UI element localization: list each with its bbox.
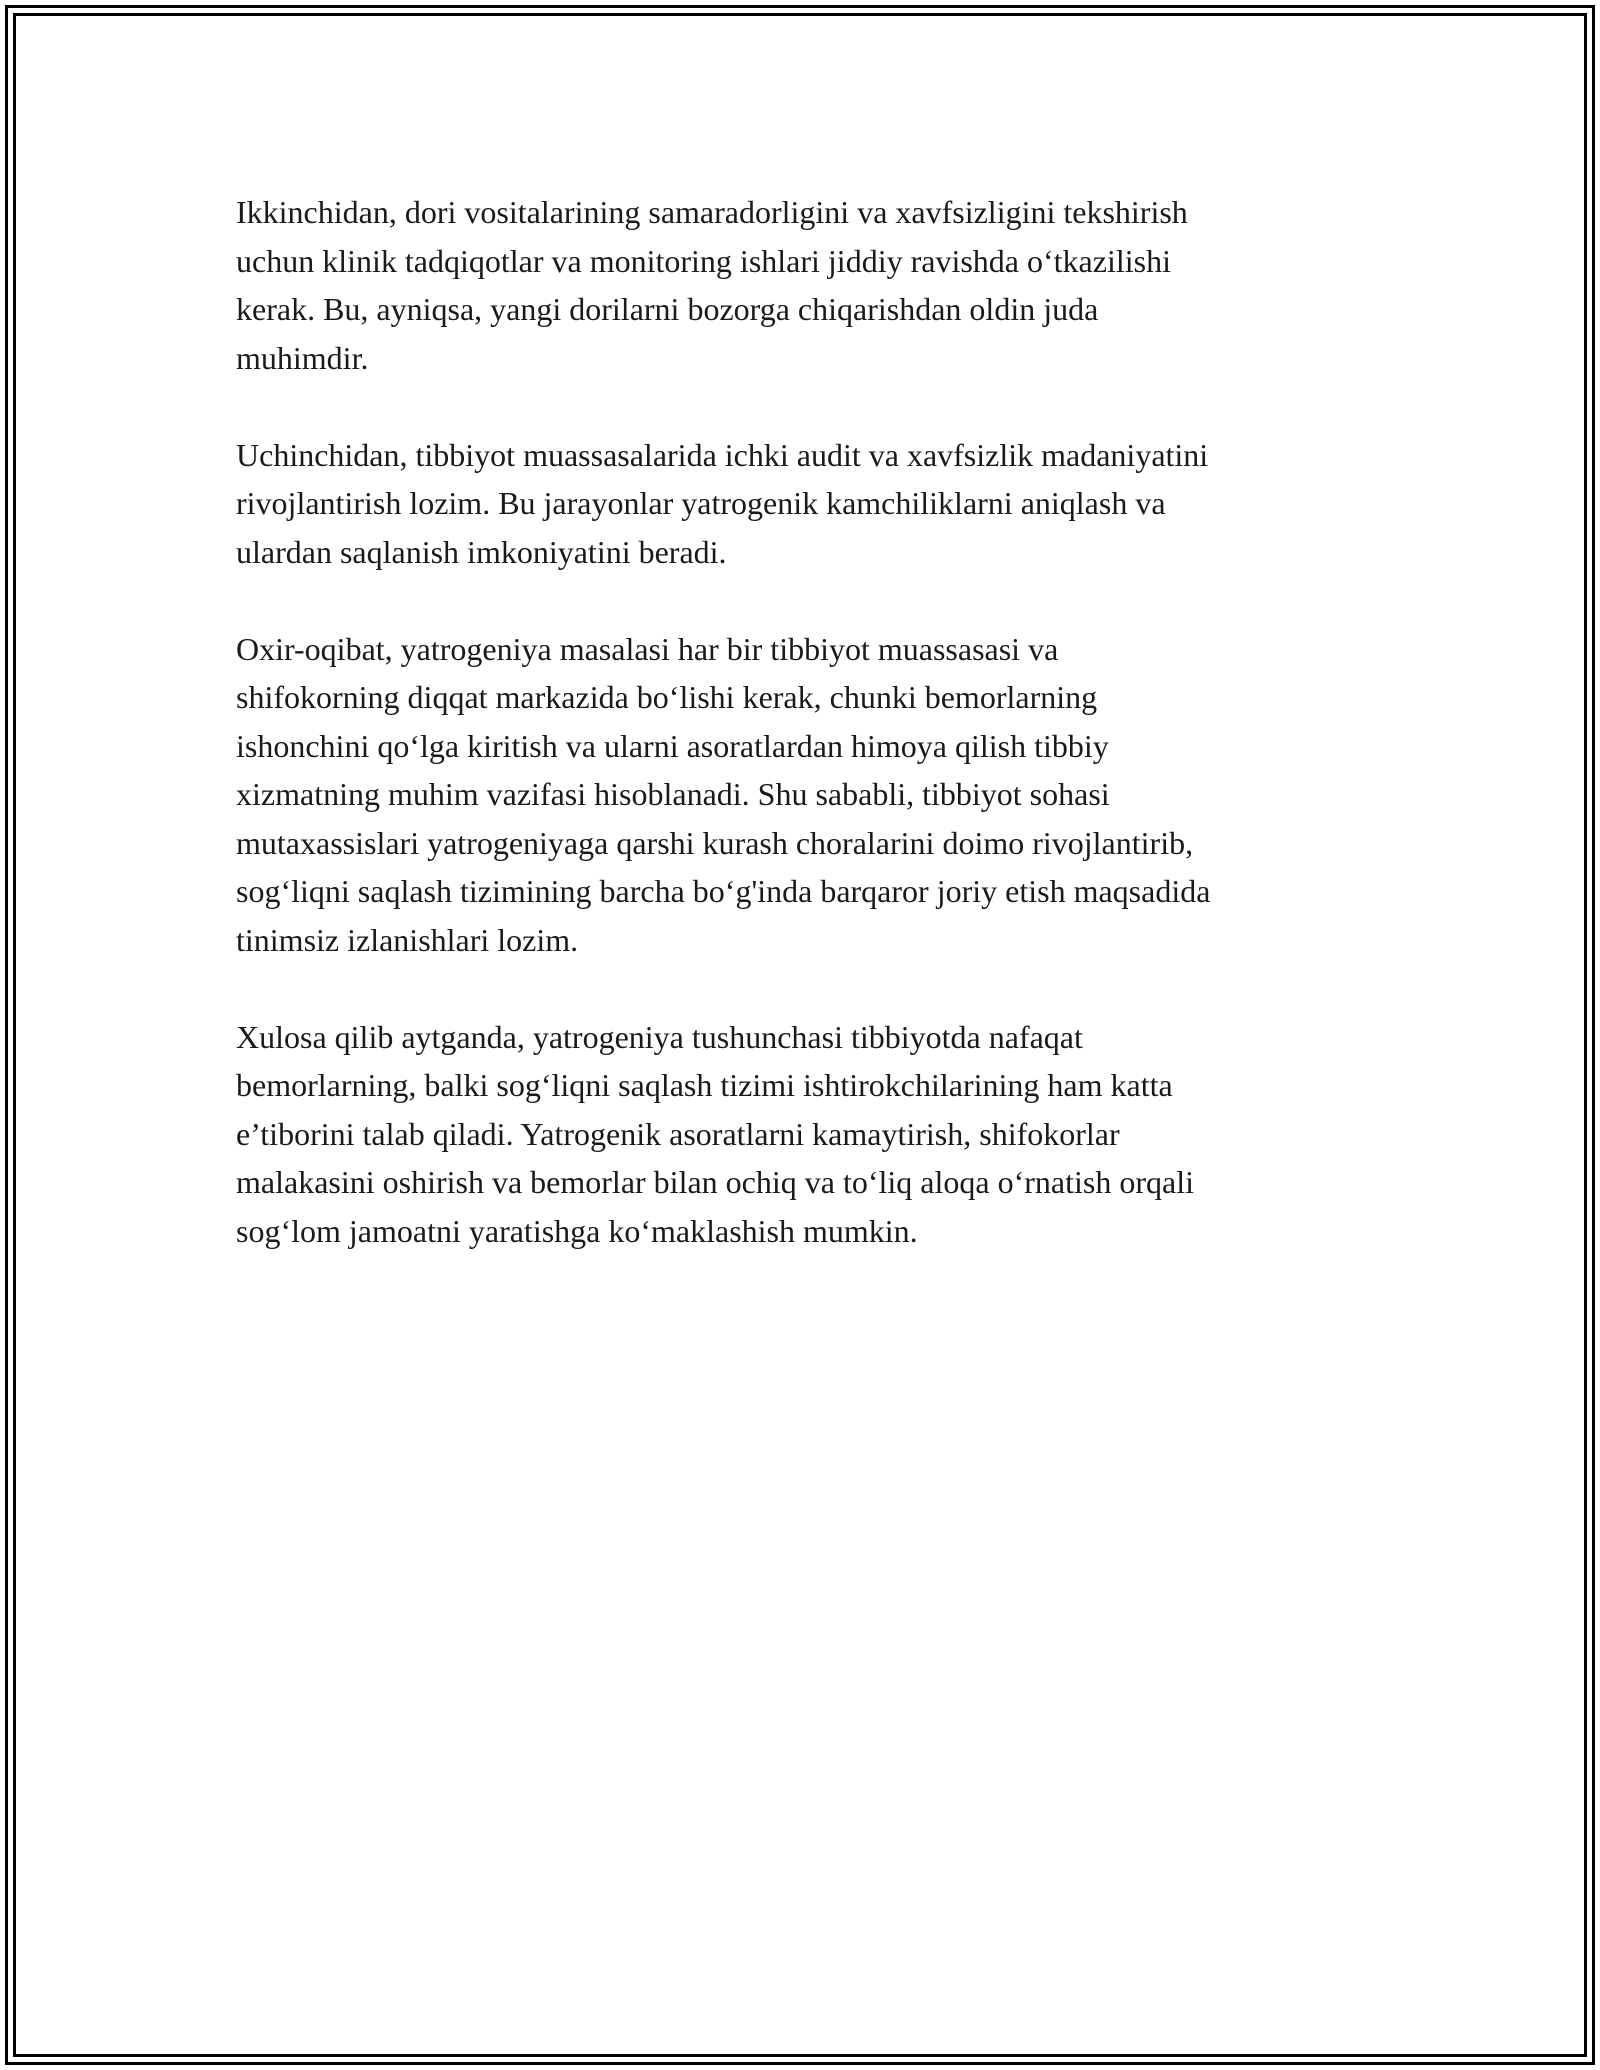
paragraph-line: mutaxassislari yatrogeniyaga qarshi kurash choralarini doimo rivojlantirib, bbox=[236, 824, 1194, 861]
paragraph-line: malakasini oshirish va bemorlar bilan ochiq va to‘liq aloqa o‘rnatish orqali bbox=[236, 1164, 1194, 1200]
paragraph-line: ulardan saqlanish imkoniyatini beradi. bbox=[236, 533, 727, 570]
paragraph-line: ishonchini qo‘lga kiritish va ularni asoratlardan himoya qilish tibbiy bbox=[236, 727, 1109, 764]
paragraph-line: Xulosa qilib aytganda, yatrogeniya tushunchasi tibbiyotda nafaqat bbox=[236, 1018, 1083, 1055]
paragraph-line: muhimdir. bbox=[236, 339, 369, 376]
paragraph-line: e’tiborini talab qiladi. Yatrogenik asoratlarni kamaytirish, shifokorlar bbox=[236, 1115, 1120, 1152]
paragraph-line: Uchinchidan, tibbiyot muassasalarida ichki audit va xavfsizlik madaniyatini bbox=[236, 436, 1209, 473]
paragraph-4 bbox=[236, 1013, 1386, 1256]
paragraph-1 bbox=[236, 188, 1386, 382]
paragraph-line: uchun klinik tadqiqotlar va monitoring ishlari jiddiy ravishda o‘tkazilishi bbox=[236, 242, 1171, 279]
paragraph-3 bbox=[236, 625, 1386, 965]
document-body bbox=[236, 188, 1386, 1304]
paragraph-line: shifokorning diqqat markazida bo‘lishi kerak, chunki bemorlarning bbox=[236, 679, 1098, 715]
paragraph-line: Oxir-oqibat, yatrogeniya masalasi har bir tibbiyot muassasasi va bbox=[236, 630, 1059, 667]
paragraph-line: sog‘liqni saqlash tizimining barcha bo‘g'inda barqaror joriy etish maqsadida bbox=[236, 873, 1211, 909]
paragraph-line: tinimsiz izlanishlari lozim. bbox=[236, 921, 579, 958]
paragraph-line: rivojlantirish lozim. Bu jarayonlar yatrogenik kamchiliklarni aniqlash va bbox=[236, 485, 1166, 521]
paragraph-2 bbox=[236, 431, 1386, 577]
paragraph-line: Ikkinchidan, dori vositalarining samaradorligini va xavfsizligini tekshirish bbox=[236, 194, 1188, 230]
paragraph-line: sog‘lom jamoatni yaratishga ko‘maklashish mumkin. bbox=[236, 1212, 918, 1249]
paragraph-line: xizmatning muhim vazifasi hisoblanadi. Shu sababli, tibbiyot sohasi bbox=[236, 776, 1110, 812]
paragraph-line: bemorlarning, balki sog‘liqni saqlash tizimi ishtirokchilarining ham katta bbox=[236, 1067, 1173, 1103]
paragraph-line: kerak. Bu, ayniqsa, yangi dorilarni bozorga chiqarishdan oldin juda bbox=[236, 291, 1099, 327]
